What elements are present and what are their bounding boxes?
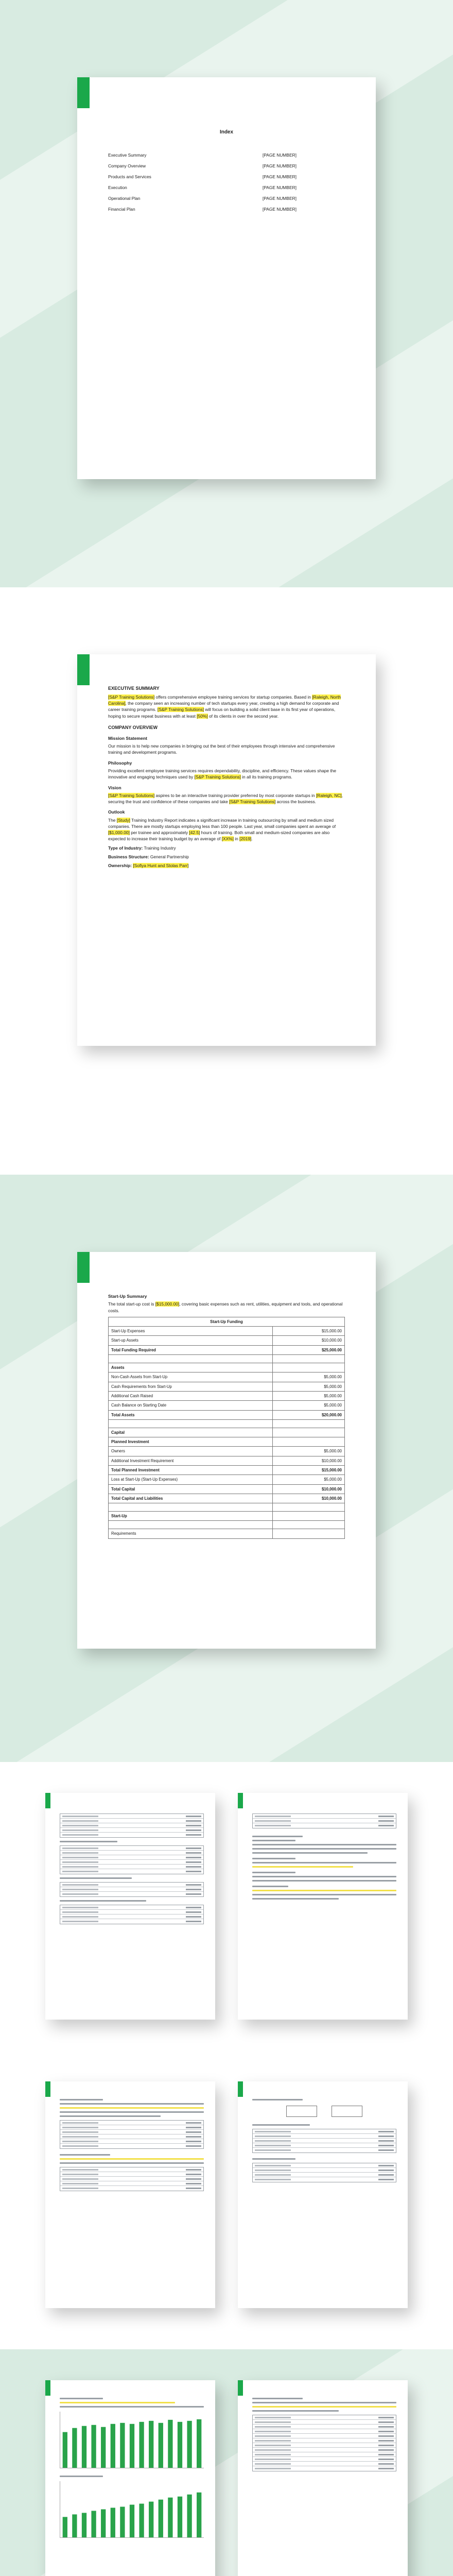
heading-startup-summary: Start-Up Summary [108, 1294, 147, 1299]
text: hours of training. Both small and medium-sized companies are also expected to increase their training budget by an average of [108, 830, 330, 842]
table-row [109, 1447, 345, 1456]
text: The [108, 817, 117, 823]
index-row-page: [PAGE NUMBER] [263, 174, 297, 179]
mini-chart-bar [187, 2495, 191, 2537]
table-label-cell: Assets [109, 1363, 273, 1372]
table-row [109, 1336, 345, 1345]
table-label-cell [109, 1419, 273, 1428]
heading-executive-summary: EXECUTIVE SUMMARY [108, 686, 160, 691]
table-label-cell: Capital [109, 1428, 273, 1437]
preview-panel-startup [0, 1175, 453, 1762]
thumbnail-content [252, 1810, 396, 2009]
table-label-cell [109, 1355, 273, 1363]
green-tab-marker [238, 2380, 243, 2396]
industry-line [108, 845, 345, 851]
placeholder-highlight: [Raleigh, NC] [316, 792, 342, 798]
green-tab-marker [238, 1793, 243, 1808]
table-value-cell: $5,000.00 [273, 1391, 345, 1400]
mini-chart-bar [91, 2511, 96, 2537]
mini-chart-bar [120, 2507, 125, 2537]
mini-chart-bar [72, 2514, 77, 2537]
green-tab-marker [45, 2380, 50, 2396]
table-label-cell [109, 1503, 273, 1512]
table-row [109, 1521, 345, 1529]
mission-text: Our mission is to help new companies in bringing out the best of their employees through intensive and comprehensive training and development programs. [108, 743, 335, 755]
mini-chart-bar [187, 2421, 191, 2468]
placeholder-highlight: [Study] [116, 817, 130, 823]
table-label-cell: Requirements [109, 1529, 273, 1538]
text: offers comprehensive employee training services for startup companies. Based in [154, 694, 312, 700]
thumbnail-content [252, 2099, 396, 2298]
startup-intro [108, 1301, 345, 1313]
placeholder-highlight: [S&P Training Solutions] [229, 799, 276, 805]
table-row [109, 1503, 345, 1512]
table-row [109, 1345, 345, 1354]
text: . [251, 836, 253, 842]
green-tab-marker [45, 1793, 50, 1808]
table-row [109, 1529, 345, 1538]
placeholder-highlight: [Sofiya Hunt and Stolas Parr] [133, 862, 189, 868]
index-row-page: [PAGE NUMBER] [263, 196, 297, 201]
table-row [109, 1465, 345, 1475]
thumbnail-page [238, 2081, 408, 2308]
mini-chart-bar [149, 2421, 153, 2468]
text: , securing the trust and confidence of these companies and take [108, 792, 343, 805]
table-label-cell: Owners [109, 1447, 273, 1456]
value: Training Industry [143, 845, 176, 851]
table-label-cell: Cash Balance on Starting Date [109, 1401, 273, 1410]
mini-table [60, 1845, 204, 1874]
text: in [233, 836, 240, 842]
table-row [109, 1363, 345, 1372]
label: Type of Industry: [108, 845, 143, 851]
placeholder-highlight: [Raleigh, North Carolina] [108, 694, 341, 706]
mini-chart-bar [63, 2517, 67, 2537]
table-label-cell: Non-Cash Assets from Start-Up [109, 1372, 273, 1382]
table-value-cell [273, 1437, 345, 1447]
label: Business Structure: [108, 854, 149, 859]
thumbnail-page [45, 2081, 215, 2308]
mini-chart-bar [111, 2508, 115, 2537]
table-row [109, 1410, 345, 1419]
index-row-label: Execution [108, 185, 127, 191]
table-label-cell: Total Assets [109, 1410, 273, 1419]
org-chart-diagram [252, 2106, 396, 2117]
table-value-cell: $5,000.00 [273, 1401, 345, 1410]
thumbnail-page [45, 1793, 215, 2020]
table-label-cell: Total Capital and Liabilities [109, 1494, 273, 1503]
thumbnail-content [60, 2398, 204, 2576]
green-tab-marker [77, 1252, 90, 1283]
philosophy-text [108, 768, 345, 780]
mini-chart-bar [197, 2419, 201, 2468]
index-row-label: Company Overview [108, 163, 146, 168]
table-label-cell: Planned Investment [109, 1437, 273, 1447]
green-tab-marker [77, 654, 90, 685]
mini-chart-bar [139, 2422, 144, 2468]
table-row [109, 1327, 345, 1336]
mini-table [252, 2415, 396, 2471]
mini-table [60, 2120, 204, 2149]
table-row [109, 1355, 345, 1363]
label: Ownership: [108, 862, 133, 868]
placeholder-highlight: [$15,000.00] [155, 1301, 180, 1307]
outlook-text [108, 817, 345, 842]
index-row [108, 174, 345, 180]
table-label-cell [109, 1521, 273, 1529]
thumbnail-content [252, 2398, 396, 2576]
table-value-cell: $10,000.00 [273, 1484, 345, 1494]
mini-chart-bar [72, 2428, 77, 2468]
mini-table [60, 1905, 204, 1924]
green-tab-marker [238, 2081, 243, 2097]
mini-chart-bar [91, 2425, 96, 2468]
mini-table [60, 1814, 204, 1838]
value: General Partnership [149, 854, 189, 859]
table-value-cell: $25,000.00 [273, 1345, 345, 1354]
heading-company-overview: COMPANY OVERVIEW [108, 724, 158, 730]
table-label-cell: Start-Up [109, 1512, 273, 1521]
index-row [108, 152, 345, 158]
preview-panel-thumbnails-a [0, 1762, 453, 2349]
mini-chart-bar [159, 2500, 163, 2537]
table-value-cell: $5,000.00 [273, 1372, 345, 1382]
mini-chart-bar [149, 2502, 153, 2537]
mini-chart-bar [101, 2510, 106, 2538]
summary-content [108, 680, 345, 871]
index-row-page: [PAGE NUMBER] [263, 207, 297, 212]
placeholder-highlight: [$1,000.00] [108, 830, 130, 836]
thumbnail-content [60, 2099, 204, 2298]
table-value-cell: $15,000.00 [273, 1327, 345, 1336]
table-label-cell: Start-up Assets [109, 1336, 273, 1345]
mini-chart-bar [82, 2426, 86, 2468]
index-row-page: [PAGE NUMBER] [263, 163, 297, 168]
table-label-cell: Total Capital [109, 1484, 273, 1494]
text: of its clients in over the second year. [207, 713, 279, 719]
table-value-cell [273, 1521, 345, 1529]
table-row [109, 1512, 345, 1521]
table-row [109, 1372, 345, 1382]
table-row [109, 1428, 345, 1437]
startup-funding-table [108, 1317, 345, 1539]
index-row-label: Executive Summary [108, 152, 147, 158]
thumbnail-page [238, 2380, 408, 2576]
table-row [109, 1401, 345, 1410]
index-row [108, 163, 345, 169]
table-row [109, 1475, 345, 1484]
vision-text [108, 792, 345, 805]
table-value-cell: $10,000.00 [273, 1494, 345, 1503]
text: , the company seen an increasing number of tech startups every year, creating a high demand for corporate and career training programs. [108, 701, 339, 713]
index-row [108, 195, 345, 201]
index-content [108, 108, 345, 217]
text: in all its training programs. [240, 774, 292, 780]
text: , covering basic expenses such as rent, utilities, equipment and tools, and operational costs. [108, 1301, 343, 1313]
placeholder-highlight: [S&P Training Solutions] [108, 694, 155, 700]
thumbnail-content [60, 1810, 204, 2009]
index-row-label: Operational Plan [108, 196, 141, 201]
ownership-line [108, 862, 345, 869]
table-value-cell [273, 1529, 345, 1538]
mini-chart-bar [197, 2493, 201, 2537]
table-value-cell [273, 1419, 345, 1428]
text: across the business. [275, 799, 316, 805]
placeholder-highlight: [2019] [239, 836, 252, 842]
mini-table [252, 1814, 396, 1828]
table-value-cell [273, 1363, 345, 1372]
text: Training Industry Report indicates a significant increase in training outsourcing by small and medium sized companies. There are mostly startups employing less than 100 people. Last year, small companies spent an average of [108, 817, 336, 829]
mini-chart-bar [178, 2422, 182, 2468]
table-header-cell: Start-Up Funding [109, 1317, 345, 1326]
table-value-cell: $10,000.00 [273, 1456, 345, 1465]
table-label-cell: Total Planned Investment [109, 1465, 273, 1475]
text: will focus on building a solid client base in its first year of operations, hoping to secure repeat business with at least [108, 707, 336, 719]
table-value-cell [273, 1355, 345, 1363]
mini-chart-bar [168, 2498, 172, 2537]
table-value-cell: $5,000.00 [273, 1475, 345, 1484]
mini-chart-bar [63, 2432, 67, 2468]
table-label-cell: Loss at Start-Up (Start-Up Expenses) [109, 1475, 273, 1484]
table-row [109, 1494, 345, 1503]
text: per trainee and approximately [129, 830, 189, 836]
heading-vision: Vision [108, 785, 121, 790]
preview-panel-index [0, 0, 453, 587]
table-label-cell: Additional Investment Requirement [109, 1456, 273, 1465]
table-row [109, 1484, 345, 1494]
document-page-index [77, 77, 376, 479]
mini-chart-bar [82, 2513, 86, 2537]
green-tab-marker [45, 2081, 50, 2097]
table-row [109, 1456, 345, 1465]
table-label-cell: Cash Requirements from Start-Up [109, 1382, 273, 1391]
mini-table [252, 2163, 396, 2182]
index-row [108, 206, 345, 212]
document-page-summary [77, 654, 376, 1046]
thumbnail-page [45, 2380, 215, 2576]
preview-panel-summary [0, 587, 453, 1175]
preview-panel-thumbnails-b [0, 2349, 453, 2576]
mini-bar-chart [60, 2412, 204, 2468]
mini-chart-bar [139, 2504, 144, 2537]
table-value-cell: $5,000.00 [273, 1382, 345, 1391]
structure-line [108, 854, 345, 860]
table-row [109, 1382, 345, 1391]
mini-chart-bar [159, 2423, 163, 2468]
green-tab-marker [77, 77, 90, 108]
mini-chart-bar [168, 2420, 172, 2468]
index-row-page: [PAGE NUMBER] [263, 152, 297, 158]
table-row [109, 1391, 345, 1400]
mini-chart-bar [111, 2424, 115, 2468]
index-list [108, 152, 345, 213]
heading-outlook: Outlook [108, 809, 125, 815]
table-label-cell: Start-Up Expenses [109, 1327, 273, 1336]
thumbnail-page [238, 1793, 408, 2020]
heading-mission: Mission Statement [108, 735, 147, 741]
mini-bar-chart [60, 2481, 204, 2538]
mini-chart-bar [101, 2427, 106, 2468]
table-value-cell [273, 1428, 345, 1437]
mini-table [60, 1882, 204, 1897]
table-value-cell: $10,000.00 [273, 1336, 345, 1345]
placeholder-highlight: [S&P Training Solutions] [157, 707, 204, 713]
executive-summary-text [108, 694, 345, 719]
document-page-startup [77, 1252, 376, 1649]
heading-philosophy: Philosophy [108, 760, 132, 766]
index-row [108, 184, 345, 191]
table-value-cell: $5,000.00 [273, 1447, 345, 1456]
text: Providing excellent employee training services requires dependability, discipline, and efficiency. These values shape the innovative and engaging techniques used by [108, 768, 337, 780]
table-value-cell [273, 1512, 345, 1521]
index-row-page: [PAGE NUMBER] [263, 185, 297, 191]
placeholder-highlight: [42.5] [189, 830, 200, 836]
placeholder-highlight: [XX%] [221, 836, 234, 842]
table-label-cell: Additional Cash Raised [109, 1391, 273, 1400]
table-row [109, 1437, 345, 1447]
mini-table [252, 2129, 396, 2153]
index-row-label: Products and Services [108, 174, 151, 179]
table-value-cell [273, 1503, 345, 1512]
table-value-cell: $15,000.00 [273, 1465, 345, 1475]
table-row [109, 1419, 345, 1428]
text: The total start-up cost is [108, 1301, 155, 1307]
startup-content [108, 1289, 345, 1539]
index-row-label: Financial Plan [108, 207, 135, 212]
text: aspires to be an interactive training provider preferred by most corporate startups in [154, 792, 316, 798]
placeholder-highlight: [S&P Training Solutions] [108, 792, 155, 798]
table-value-cell: $20,000.00 [273, 1410, 345, 1419]
mini-chart-bar [178, 2497, 182, 2537]
index-title: Index [219, 129, 234, 135]
table-row [109, 1317, 345, 1326]
placeholder-highlight: [50%] [197, 713, 208, 719]
mini-chart-bar [120, 2423, 125, 2468]
table-label-cell: Total Funding Required [109, 1345, 273, 1354]
placeholder-highlight: [S&P Training Solutions] [194, 774, 241, 780]
mini-chart-bar [130, 2505, 134, 2537]
mini-chart-bar [130, 2424, 134, 2468]
mini-table [60, 2167, 204, 2191]
